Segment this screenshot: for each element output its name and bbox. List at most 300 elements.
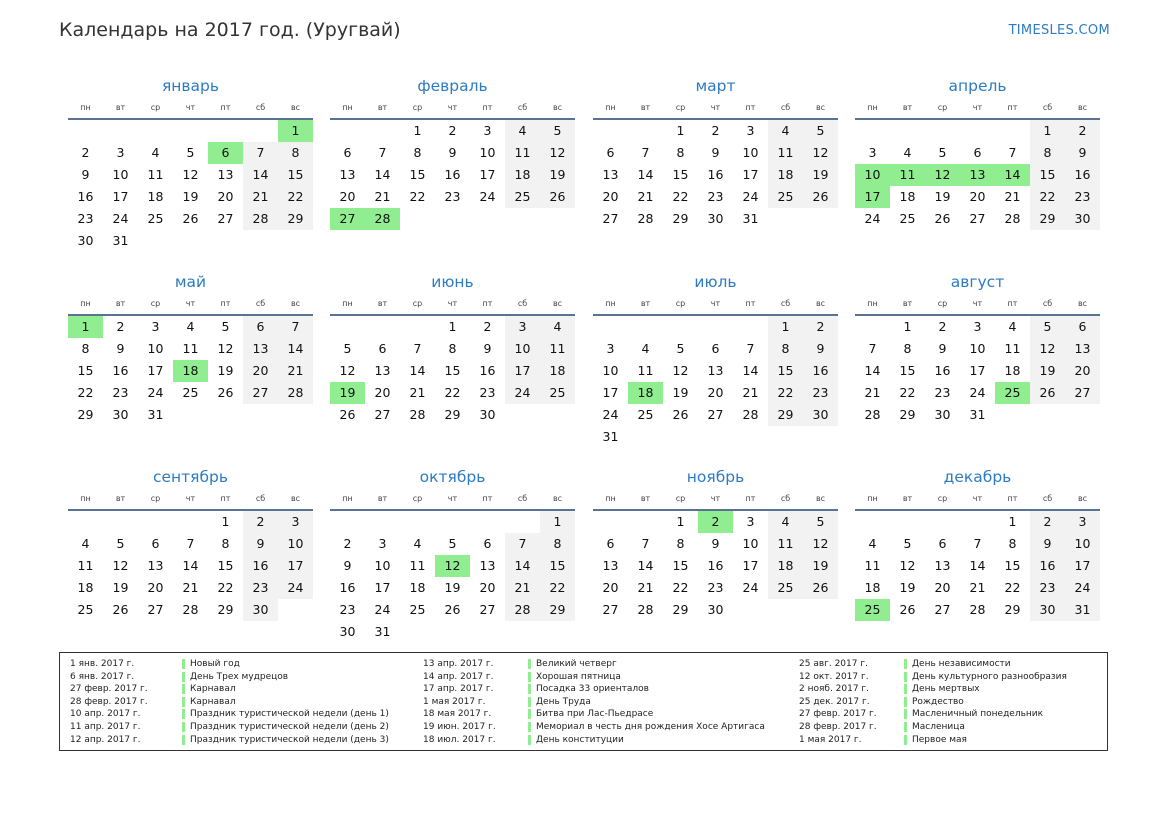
month-block (593, 74, 838, 230)
holiday-day-cell: 14 (995, 164, 1030, 186)
weekday-label: вт (377, 103, 388, 112)
weekday-label: ср (150, 494, 161, 503)
month-block (68, 465, 313, 621)
holiday-legend (59, 652, 1108, 751)
holiday-date: 17 апр. 2017 г. (423, 684, 494, 695)
day-cell: 22 (77, 385, 94, 400)
days-grid (593, 511, 838, 621)
day-cell: 27 (934, 602, 951, 617)
day-cell: 20 (707, 385, 724, 400)
weekday-label: ср (150, 103, 161, 112)
day-cell: 19 (899, 580, 916, 595)
day-cell: 13 (602, 558, 619, 573)
days-grid (855, 316, 1100, 426)
holiday-day-cell: 13 (960, 164, 995, 186)
day-cell: 25 (505, 186, 540, 208)
day-cell: 21 (864, 385, 881, 400)
holiday-name: Мемориал в честь дня рождения Хосе Артигаса (536, 721, 765, 732)
day-cell: 1 (903, 319, 912, 334)
day-cell: 18 (899, 189, 916, 204)
day-cell: 28 (409, 407, 426, 422)
day-cell: 12 (182, 167, 199, 182)
month-name: июль (694, 273, 737, 291)
day-cell: 3 (1065, 511, 1100, 533)
day-cell: 18 (768, 555, 803, 577)
day-cell: 24 (969, 385, 986, 400)
day-cell: 28 (505, 599, 540, 621)
day-cell: 29 (217, 602, 234, 617)
day-cell: 6 (378, 341, 387, 356)
day-cell: 16 (112, 363, 129, 378)
day-cell: 18 (768, 164, 803, 186)
weekday-label: пн (80, 103, 91, 112)
legend-row (70, 658, 389, 671)
day-cell: 10 (479, 145, 496, 160)
day-cell: 31 (1065, 599, 1100, 621)
day-cell: 8 (676, 536, 685, 551)
day-cell: 19 (182, 189, 199, 204)
day-cell: 5 (803, 511, 838, 533)
day-cell: 15 (899, 363, 916, 378)
day-cell: 8 (448, 341, 457, 356)
day-cell: 14 (969, 558, 986, 573)
empty-cell (330, 120, 365, 142)
weekday-label: ср (937, 494, 948, 503)
day-cell: 4 (1008, 319, 1017, 334)
legend-row (423, 708, 765, 721)
day-cell: 26 (803, 186, 838, 208)
day-cell: 23 (444, 189, 461, 204)
day-cell: 19 (112, 580, 129, 595)
day-cell: 15 (77, 363, 94, 378)
day-cell: 4 (413, 536, 422, 551)
day-cell: 22 (768, 382, 803, 404)
holiday-name: Посадка 33 ориенталов (536, 684, 649, 695)
day-cell: 9 (81, 167, 90, 182)
day-cell: 7 (973, 536, 982, 551)
weekday-label: пт (1007, 299, 1018, 308)
day-cell: 23 (707, 189, 724, 204)
holiday-date: 28 февр. 2017 г. (70, 696, 148, 707)
day-cell: 29 (672, 211, 689, 226)
weekday-label: сб (255, 494, 266, 503)
holiday-marker (528, 735, 531, 745)
empty-cell (138, 511, 173, 533)
empty-cell (330, 511, 365, 533)
weekday-label: ср (412, 299, 423, 308)
holiday-marker (904, 659, 907, 669)
holiday-name: День конституции (536, 734, 624, 745)
weekday-label: пн (342, 103, 353, 112)
day-cell: 20 (969, 189, 986, 204)
month-name: январь (161, 77, 220, 95)
day-cell: 9 (803, 338, 838, 360)
holiday-date: 25 дек. 2017 г. (799, 696, 870, 707)
day-cell: 15 (1004, 558, 1021, 573)
day-cell: 10 (505, 338, 540, 360)
month-block (593, 270, 838, 448)
day-cell: 27 (147, 602, 164, 617)
day-cell: 15 (1030, 164, 1065, 186)
day-cell: 21 (505, 577, 540, 599)
empty-cell (400, 511, 435, 533)
day-cell: 24 (742, 580, 759, 595)
holiday-name: Праздник туристической недели (день 2) (190, 721, 389, 732)
day-cell: 24 (505, 382, 540, 404)
day-cell: 9 (116, 341, 125, 356)
day-cell: 2 (343, 536, 352, 551)
day-cell: 4 (903, 145, 912, 160)
day-cell: 28 (742, 407, 759, 422)
weekday-header (330, 489, 575, 511)
days-grid (593, 120, 838, 230)
day-cell: 20 (147, 580, 164, 595)
day-cell: 14 (637, 167, 654, 182)
day-cell: 15 (672, 167, 689, 182)
empty-cell (593, 120, 628, 142)
day-cell: 2 (448, 123, 457, 138)
day-cell: 22 (444, 385, 461, 400)
empty-cell (173, 120, 208, 142)
day-cell: 23 (479, 385, 496, 400)
holiday-day-cell: 17 (855, 186, 890, 208)
day-cell: 4 (186, 319, 195, 334)
day-cell: 30 (1065, 208, 1100, 230)
holiday-name: Карнавал (190, 684, 236, 695)
day-cell: 30 (77, 233, 94, 248)
legend-column (423, 658, 765, 746)
empty-cell (960, 511, 995, 533)
day-cell: 1 (413, 123, 422, 138)
weekday-header (593, 98, 838, 120)
holiday-day-cell: 25 (855, 599, 890, 621)
day-cell: 9 (938, 341, 947, 356)
day-cell: 30 (934, 407, 951, 422)
weekday-label: чт (447, 299, 458, 308)
day-cell: 28 (637, 211, 654, 226)
empty-cell (698, 316, 733, 338)
weekday-label: ср (675, 494, 686, 503)
holiday-name: Первое мая (912, 734, 967, 745)
day-cell: 27 (374, 407, 391, 422)
empty-cell (733, 316, 768, 338)
day-cell: 6 (711, 341, 720, 356)
day-cell: 30 (707, 602, 724, 617)
holiday-marker (904, 709, 907, 719)
empty-cell (628, 316, 663, 338)
empty-cell (855, 316, 890, 338)
day-cell: 4 (81, 536, 90, 551)
holiday-marker (182, 697, 185, 707)
day-cell: 20 (339, 189, 356, 204)
day-cell: 20 (217, 189, 234, 204)
month-name: март (695, 77, 736, 95)
legend-row (799, 658, 1067, 671)
weekday-label: чт (972, 494, 983, 503)
month-block (68, 74, 313, 252)
holiday-day-cell: 12 (925, 164, 960, 186)
weekday-label: пт (220, 103, 231, 112)
day-cell: 22 (409, 189, 426, 204)
empty-cell (435, 511, 470, 533)
weekday-label: сб (780, 299, 791, 308)
weekday-label: чт (972, 103, 983, 112)
weekday-label: пт (1007, 494, 1018, 503)
day-cell: 18 (409, 580, 426, 595)
holiday-day-cell: 25 (995, 382, 1030, 404)
day-cell: 1 (676, 514, 685, 529)
weekday-label: вт (902, 494, 913, 503)
day-cell: 5 (116, 536, 125, 551)
day-cell: 15 (444, 363, 461, 378)
day-cell: 17 (112, 189, 129, 204)
day-cell: 21 (278, 360, 313, 382)
weekday-label: вс (290, 103, 301, 112)
day-cell: 10 (742, 536, 759, 551)
weekday-label: вт (640, 103, 651, 112)
holiday-name: День Труда (536, 696, 591, 707)
day-cell: 12 (112, 558, 129, 573)
days-grid (330, 316, 575, 426)
site-link[interactable]: TIMESLES.COM (1008, 23, 1110, 38)
day-cell: 7 (413, 341, 422, 356)
day-cell: 22 (217, 580, 234, 595)
day-cell: 10 (742, 145, 759, 160)
holiday-name: Праздник туристической недели (день 3) (190, 734, 389, 745)
holiday-date: 12 окт. 2017 г. (799, 671, 869, 682)
day-cell: 12 (803, 533, 838, 555)
day-cell: 1 (448, 319, 457, 334)
day-cell: 8 (81, 341, 90, 356)
legend-row (70, 734, 389, 747)
holiday-name: Великий четверг (536, 659, 617, 669)
month-block (330, 74, 575, 230)
holiday-date: 28 февр. 2017 г. (799, 721, 877, 732)
day-cell: 21 (742, 385, 759, 400)
day-cell: 3 (746, 123, 755, 138)
day-cell: 8 (413, 145, 422, 160)
day-cell: 29 (540, 599, 575, 621)
day-cell: 10 (1065, 533, 1100, 555)
day-cell: 26 (1030, 382, 1065, 404)
weekday-label: пн (867, 103, 878, 112)
empty-cell (365, 511, 400, 533)
weekday-label: пн (867, 299, 878, 308)
day-cell: 11 (768, 142, 803, 164)
day-cell: 9 (343, 558, 352, 573)
day-cell: 22 (1030, 186, 1065, 208)
day-cell: 26 (934, 211, 951, 226)
day-cell: 2 (483, 319, 492, 334)
day-cell: 13 (1065, 338, 1100, 360)
empty-cell (663, 316, 698, 338)
weekday-label: чт (185, 299, 196, 308)
weekday-label: вт (115, 494, 126, 503)
holiday-marker (528, 659, 531, 669)
month-block (68, 270, 313, 426)
day-cell: 7 (641, 145, 650, 160)
day-cell: 26 (672, 407, 689, 422)
holiday-name: Хорошая пятница (536, 671, 621, 682)
day-cell: 2 (938, 319, 947, 334)
day-cell: 7 (1008, 145, 1017, 160)
day-cell: 25 (409, 602, 426, 617)
day-cell: 12 (803, 142, 838, 164)
weekday-header (855, 294, 1100, 316)
day-cell: 11 (637, 363, 654, 378)
weekday-header (68, 489, 313, 511)
empty-cell (68, 511, 103, 533)
day-cell: 13 (243, 338, 278, 360)
month-name: ноябрь (686, 468, 745, 486)
holiday-date: 2 нояб. 2017 г. (799, 684, 870, 695)
day-cell: 13 (479, 558, 496, 573)
day-cell: 27 (243, 382, 278, 404)
day-cell: 3 (973, 319, 982, 334)
holiday-name: День мертвых (912, 684, 980, 695)
day-cell: 15 (672, 558, 689, 573)
day-cell: 4 (768, 120, 803, 142)
day-cell: 16 (707, 167, 724, 182)
day-cell: 12 (540, 142, 575, 164)
weekday-label: чт (447, 494, 458, 503)
weekday-label: сб (255, 299, 266, 308)
day-cell: 11 (147, 167, 164, 182)
day-cell: 20 (479, 580, 496, 595)
day-cell: 8 (676, 145, 685, 160)
month-block (593, 465, 838, 621)
holiday-name: Новый год (190, 659, 240, 669)
day-cell: 13 (339, 167, 356, 182)
day-cell: 5 (448, 536, 457, 551)
days-grid (330, 511, 575, 643)
day-cell: 29 (672, 602, 689, 617)
day-cell: 8 (1030, 142, 1065, 164)
day-cell: 26 (112, 602, 129, 617)
legend-column (799, 658, 1067, 746)
day-cell: 6 (973, 145, 982, 160)
holiday-name: День независимости (912, 659, 1011, 669)
legend-column (70, 658, 389, 746)
day-cell: 12 (339, 363, 356, 378)
empty-cell (243, 120, 278, 142)
weekday-header (68, 98, 313, 120)
weekday-header (330, 294, 575, 316)
weekday-label: ср (937, 103, 948, 112)
day-cell: 5 (1030, 316, 1065, 338)
day-cell: 7 (378, 145, 387, 160)
holiday-name: Рождество (912, 696, 964, 707)
holiday-day-cell: 6 (208, 142, 243, 164)
day-cell: 16 (339, 580, 356, 595)
day-cell: 5 (938, 145, 947, 160)
day-cell: 28 (637, 602, 654, 617)
day-cell: 22 (540, 577, 575, 599)
holiday-date: 1 мая 2017 г. (799, 734, 862, 745)
day-cell: 24 (374, 602, 391, 617)
day-cell: 25 (540, 382, 575, 404)
day-cell: 6 (151, 536, 160, 551)
day-cell: 20 (602, 189, 619, 204)
day-cell: 25 (768, 577, 803, 599)
day-cell: 22 (672, 189, 689, 204)
day-cell: 14 (182, 558, 199, 573)
day-cell: 11 (182, 341, 199, 356)
weekday-header (593, 489, 838, 511)
day-cell: 13 (147, 558, 164, 573)
legend-row (70, 721, 389, 734)
weekday-label: вт (115, 103, 126, 112)
day-cell: 25 (77, 602, 94, 617)
holiday-date: 1 мая 2017 г. (423, 696, 486, 707)
day-cell: 30 (803, 404, 838, 426)
weekday-label: вс (1077, 494, 1088, 503)
day-cell: 28 (969, 602, 986, 617)
weekday-label: пн (605, 299, 616, 308)
day-cell: 26 (444, 602, 461, 617)
day-cell: 9 (448, 145, 457, 160)
weekday-label: сб (780, 103, 791, 112)
weekday-label: вс (815, 103, 826, 112)
day-cell: 12 (1030, 338, 1065, 360)
holiday-marker (528, 697, 531, 707)
day-cell: 8 (221, 536, 230, 551)
day-cell: 29 (899, 407, 916, 422)
legend-row (70, 708, 389, 721)
day-cell: 16 (77, 189, 94, 204)
weekday-label: ср (937, 299, 948, 308)
weekday-label: чт (710, 103, 721, 112)
day-cell: 4 (641, 341, 650, 356)
day-cell: 2 (803, 316, 838, 338)
legend-row (423, 671, 765, 684)
legend-row (423, 658, 765, 671)
holiday-name: Битва при Лас-Пьедрасе (536, 709, 654, 720)
weekday-header (855, 98, 1100, 120)
day-cell: 29 (278, 208, 313, 230)
day-cell: 23 (339, 602, 356, 617)
empty-cell (960, 120, 995, 142)
holiday-day-cell: 18 (628, 382, 663, 404)
weekday-label: пн (605, 103, 616, 112)
day-cell: 9 (711, 536, 720, 551)
day-cell: 29 (77, 407, 94, 422)
day-cell: 14 (278, 338, 313, 360)
weekday-label: сб (1042, 103, 1053, 112)
holiday-date: 18 мая 2017 г. (423, 709, 492, 720)
weekday-label: вт (115, 299, 126, 308)
day-cell: 31 (374, 624, 391, 639)
day-cell: 5 (221, 319, 230, 334)
holiday-day-cell: 2 (698, 511, 733, 533)
day-cell: 3 (505, 316, 540, 338)
weekday-label: вт (902, 299, 913, 308)
holiday-day-cell: 10 (855, 164, 890, 186)
weekday-label: пн (342, 494, 353, 503)
day-cell: 17 (969, 363, 986, 378)
day-cell: 18 (864, 580, 881, 595)
day-cell: 21 (1004, 189, 1021, 204)
day-cell: 1 (540, 511, 575, 533)
page-title: Календарь на 2017 год. (Уругвай) (59, 19, 401, 41)
holiday-day-cell: 19 (330, 382, 365, 404)
day-cell: 19 (672, 385, 689, 400)
days-grid (68, 316, 313, 426)
day-cell: 6 (343, 145, 352, 160)
holiday-date: 27 февр. 2017 г. (799, 709, 877, 720)
day-cell: 17 (374, 580, 391, 595)
day-cell: 21 (243, 186, 278, 208)
